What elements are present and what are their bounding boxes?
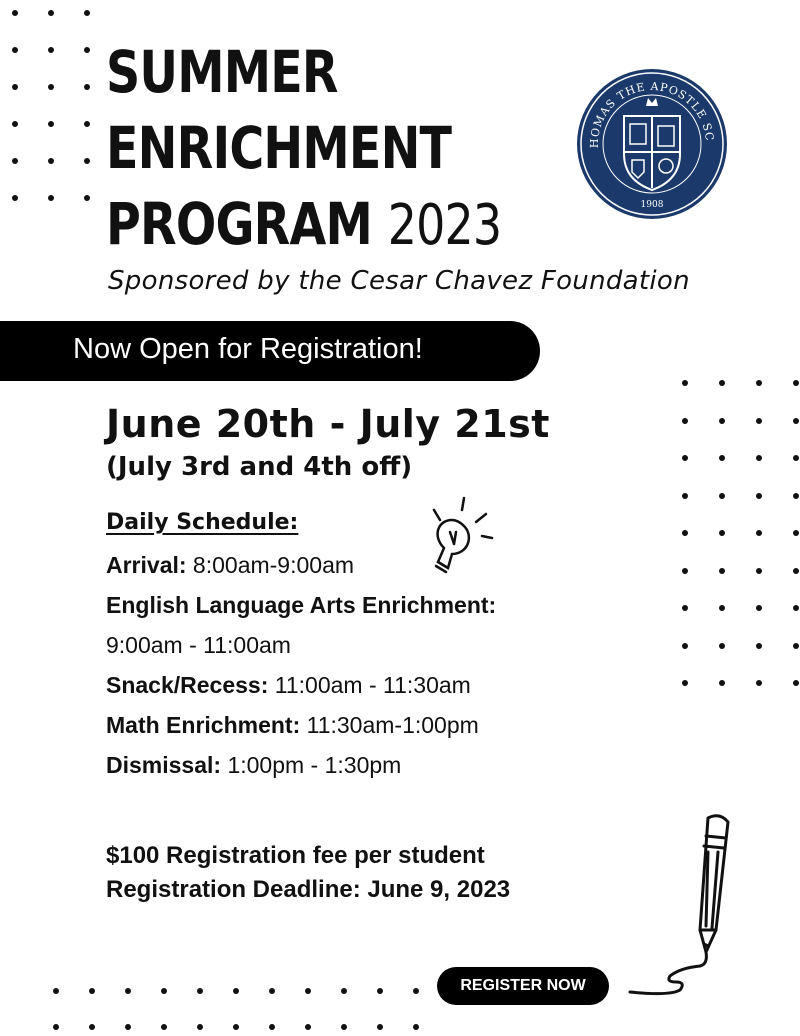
decorative-dot [305, 988, 311, 994]
schedule-row-ela-time [106, 632, 291, 659]
decorative-dot [84, 10, 90, 16]
decorative-dot [161, 988, 167, 994]
decorative-dot [793, 530, 799, 536]
decorative-dot [341, 988, 347, 994]
decorative-dot [125, 988, 131, 994]
decorative-dot [793, 493, 799, 499]
decorative-dot [682, 643, 688, 649]
decorative-dot [719, 530, 725, 536]
decorative-dot [682, 418, 688, 424]
decorative-dot [269, 1024, 275, 1030]
decorative-dot [12, 158, 18, 164]
decorative-dot [197, 988, 203, 994]
arrival-label: Arrival: [106, 552, 187, 578]
decorative-dot [84, 195, 90, 201]
decorative-dot [233, 988, 239, 994]
decorative-dot [682, 455, 688, 461]
decorative-dot [719, 455, 725, 461]
title-line-2: ENRICHMENT [106, 114, 452, 182]
registration-fee: $100 Registration fee per student [106, 842, 485, 869]
decorative-dot [12, 121, 18, 127]
decorative-dot [12, 195, 18, 201]
decorative-dot [89, 988, 95, 994]
snack-label: Snack/Recess: [106, 672, 269, 698]
decorative-dot [48, 84, 54, 90]
decorative-dot [84, 84, 90, 90]
ela-time: 9:00am - 11:00am [106, 632, 291, 658]
decorative-dot [756, 680, 762, 686]
schedule-row-dismissal [106, 752, 401, 779]
decorative-dot [53, 988, 59, 994]
decorative-dot [53, 1024, 59, 1030]
decorative-dot [793, 568, 799, 574]
decorative-dot [793, 380, 799, 386]
decorative-dot [48, 10, 54, 16]
sponsor-text: Sponsored by the Cesar Chavez Foundation [108, 266, 690, 296]
decorative-dot [12, 84, 18, 90]
decorative-dot [12, 47, 18, 53]
dismissal-label: Dismissal: [106, 752, 222, 778]
decorative-dot [197, 1024, 203, 1030]
decorative-dot [756, 418, 762, 424]
decorative-dot [719, 418, 725, 424]
svg-text:ST. THOMAS THE APOSTLE SCHOOL: ST. THOMAS THE APOSTLE SCHOOL [570, 58, 717, 149]
decorative-dot [682, 605, 688, 611]
schedule-row-arrival [106, 552, 354, 579]
decorative-dot [793, 418, 799, 424]
decorative-dot [84, 47, 90, 53]
registration-banner [0, 321, 540, 381]
decorative-dot [793, 680, 799, 686]
decorative-dot [682, 680, 688, 686]
decorative-dot [756, 568, 762, 574]
decorative-dot [719, 568, 725, 574]
math-label: Math Enrichment: [106, 712, 301, 738]
decorative-dot [89, 1024, 95, 1030]
decorative-dot [756, 455, 762, 461]
decorative-dot [48, 158, 54, 164]
arrival-time: 8:00am-9:00am [186, 552, 355, 578]
dates-note: (July 3rd and 4th off) [106, 452, 413, 482]
decorative-dot [48, 121, 54, 127]
decorative-dot [84, 158, 90, 164]
decorative-dot [719, 380, 725, 386]
decorative-dot [756, 643, 762, 649]
decorative-dot [377, 1024, 383, 1030]
decorative-dot [233, 1024, 239, 1030]
title-year: 2023 [387, 193, 502, 258]
pencil-icon [620, 806, 740, 1006]
dismissal-time: 1:00pm - 1:30pm [221, 752, 402, 778]
decorative-dot [341, 1024, 347, 1030]
page-title [106, 34, 501, 264]
title-line-1: SUMMER [106, 38, 338, 106]
decorative-dot [719, 680, 725, 686]
decorative-dot [719, 493, 725, 499]
school-seal-logo [570, 58, 728, 220]
register-now-button[interactable]: REGISTER NOW [437, 967, 609, 1005]
decorative-dot [269, 988, 275, 994]
decorative-dot [756, 605, 762, 611]
decorative-dot [682, 530, 688, 536]
decorative-dot [48, 195, 54, 201]
decorative-dot [793, 455, 799, 461]
decorative-dot [719, 605, 725, 611]
title-line-3: PROGRAM 2023 [106, 190, 502, 258]
decorative-dot [719, 643, 725, 649]
decorative-dot [682, 493, 688, 499]
decorative-dot [756, 493, 762, 499]
svg-text:1908: 1908 [640, 200, 664, 210]
decorative-dot [305, 1024, 311, 1030]
decorative-dot [793, 643, 799, 649]
decorative-dot [793, 605, 799, 611]
registration-deadline: Registration Deadline: June 9, 2023 [106, 876, 511, 903]
decorative-dot [682, 568, 688, 574]
schedule-heading: Daily Schedule: [106, 510, 299, 535]
snack-time: 11:00am - 11:30am [268, 672, 471, 698]
program-dates: June 20th - July 21st [106, 402, 550, 446]
ela-label: English Language Arts Enrichment: [106, 592, 497, 618]
schedule-row-ela [106, 592, 496, 619]
decorative-dot [12, 10, 18, 16]
decorative-dot [756, 380, 762, 386]
decorative-dot [756, 530, 762, 536]
schedule-row-math [106, 712, 479, 739]
decorative-dot [682, 380, 688, 386]
decorative-dot [377, 988, 383, 994]
decorative-dot [413, 988, 419, 994]
math-time: 11:30am-1:00pm [300, 712, 479, 738]
decorative-dot [48, 47, 54, 53]
decorative-dot [84, 121, 90, 127]
decorative-dot [413, 1024, 419, 1030]
decorative-dot [161, 1024, 167, 1030]
schedule-row-snack [106, 672, 471, 699]
banner-text: Now Open for Registration! [73, 333, 423, 365]
lightbulb-icon [424, 496, 494, 576]
decorative-dot [125, 1024, 131, 1030]
